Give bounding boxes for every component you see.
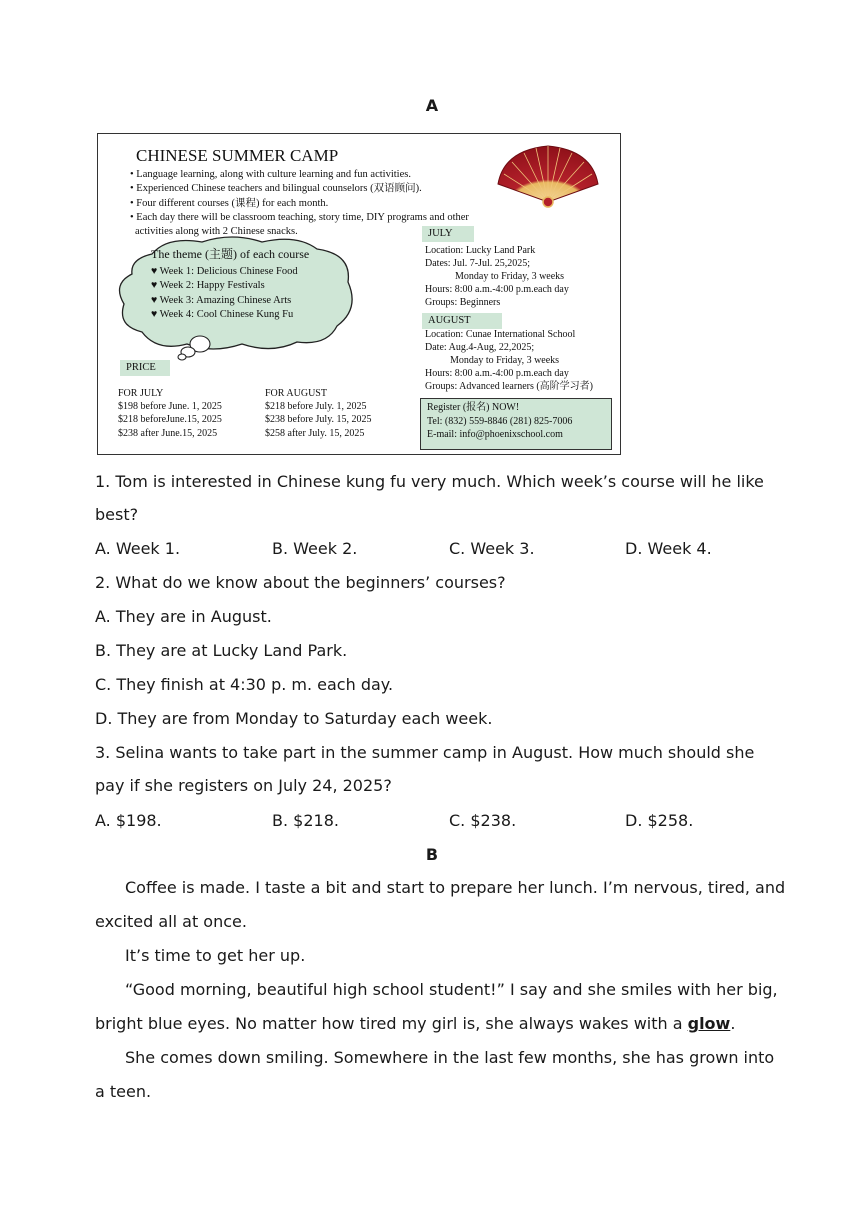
q1-option-b: B. Week 2.: [272, 539, 358, 558]
price-august-head: FOR AUGUST: [265, 388, 327, 399]
question-1-text: 1. Tom is interested in Chinese kung fu very much. Which week’s course will he like: [95, 472, 764, 491]
theme-list: [151, 247, 309, 323]
august-hours: Hours: 8:00 a.m.-4:00 p.m.each day: [425, 367, 569, 379]
register-email: E-mail: info@phoenixschool.com: [427, 429, 563, 441]
passage-paragraph-3: “Good morning, beautiful high school student!” I say and she smiles with her big,: [125, 980, 778, 999]
passage-paragraph-4: She comes down smiling. Somewhere in the last few months, she has grown into: [125, 1048, 775, 1067]
q3-option-d: D. $258.: [625, 811, 694, 830]
july-location: Location: Lucky Land Park: [425, 245, 536, 256]
feature-item: activities along with 2 Chinese snacks.: [135, 226, 298, 238]
august-groups: Groups: Advanced learners (高阶学习者): [425, 380, 594, 392]
q2-option-d: D. They are from Monday to Saturday each week.: [95, 709, 493, 728]
feature-item: • Each day there will be classroom teaching, story time, DIY programs and other: [130, 211, 469, 223]
feature-item: • Four different courses (课程) for each month.: [130, 197, 329, 209]
price-tag: PRICE: [120, 360, 170, 376]
q3-option-a: A. $198.: [95, 811, 162, 830]
july-hours: Hours: 8:00 a.m.-4:00 p.m.each day: [425, 283, 569, 295]
august-tag: AUGUST: [422, 313, 502, 329]
price-row: $258 after July. 15, 2025: [265, 427, 365, 439]
feature-list: [130, 168, 469, 239]
price-row: $198 before June. 1, 2025: [118, 401, 222, 413]
price-row: $218 before July. 1, 2025: [265, 401, 367, 413]
august-location: Location: Cunae International School: [425, 329, 576, 340]
july-groups: Groups: Beginners: [425, 296, 501, 308]
theme-item: ♥ Week 2: Happy Festivals: [151, 280, 265, 292]
august-schedule: [425, 329, 593, 394]
august-dates: Date: Aug.4-Aug, 22,2025;: [425, 341, 535, 353]
flyer-title: CHINESE SUMMER CAMP: [136, 146, 339, 165]
passage-paragraph-1-cont: excited all at once.: [95, 912, 247, 931]
chinese-fan-icon: [496, 144, 600, 208]
july-days: Monday to Friday, 3 weeks: [455, 270, 565, 282]
price-row: $238 before July. 15, 2025: [265, 414, 372, 426]
passage-text: bright blue eyes. No matter how tired my girl is, she always wakes with a: [95, 1014, 688, 1033]
theme-item: ♥ Week 4: Cool Chinese Kung Fu: [151, 309, 294, 321]
price-july: [118, 387, 222, 440]
july-schedule: [425, 245, 569, 310]
q3-option-b: B. $218.: [272, 811, 339, 830]
register-line: Register (报名) NOW!: [427, 402, 520, 413]
question-1-text-cont: best?: [95, 505, 139, 524]
summer-camp-flyer: [97, 133, 621, 455]
question-3-text-cont: pay if she registers on July 24, 2025?: [95, 776, 392, 795]
july-tag: JULY: [422, 226, 474, 242]
q2-option-a: A. They are in August.: [95, 607, 272, 626]
passage-paragraph-1: Coffee is made. I taste a bit and start to prepare her lunch. I’m nervous, tired, and: [125, 878, 786, 897]
register-box: [420, 398, 612, 450]
question-2-text: 2. What do we know about the beginners’ courses?: [95, 573, 506, 592]
passage-paragraph-3-cont: [95, 1007, 775, 1041]
register-phone: Tel: (832) 559-8846 (281) 825-7006: [427, 415, 573, 427]
theme-item: ♥ Week 3: Amazing Chinese Arts: [151, 294, 292, 306]
q1-option-d: D. Week 4.: [625, 539, 712, 558]
price-row: $238 after June.15, 2025: [118, 427, 218, 439]
feature-item: • Experienced Chinese teachers and bilingual counselors (双语顾问).: [130, 183, 422, 195]
theme-title: The theme (主题) of each course: [151, 247, 310, 261]
price-july-head: FOR JULY: [118, 388, 164, 399]
question-3-text: 3. Selina wants to take part in the summer camp in August. How much should she: [95, 743, 755, 762]
section-b-heading: B: [425, 845, 439, 864]
theme-item: ♥ Week 1: Delicious Chinese Food: [151, 265, 298, 277]
price-august: [265, 387, 372, 440]
q3-option-c: C. $238.: [449, 811, 517, 830]
feature-item: • Language learning, along with culture learning and fun activities.: [130, 169, 411, 180]
passage-paragraph-2: It’s time to get her up.: [125, 946, 306, 965]
passage-paragraph-4-cont: a teen.: [95, 1082, 152, 1101]
q1-option-a: A. Week 1.: [95, 539, 181, 558]
price-row: $218 beforeJune.15, 2025: [118, 414, 222, 426]
underlined-word-glow: glow: [687, 1014, 731, 1033]
q1-option-c: C. Week 3.: [449, 539, 535, 558]
passage-text: .: [730, 1014, 736, 1033]
july-dates: Dates: Jul. 7-Jul. 25,2025;: [425, 257, 530, 269]
august-days: Monday to Friday, 3 weeks: [450, 354, 560, 366]
section-a-heading: A: [425, 96, 439, 115]
q2-option-c: C. They finish at 4:30 p. m. each day.: [95, 675, 394, 694]
q2-option-b: B. They are at Lucky Land Park.: [95, 641, 348, 660]
